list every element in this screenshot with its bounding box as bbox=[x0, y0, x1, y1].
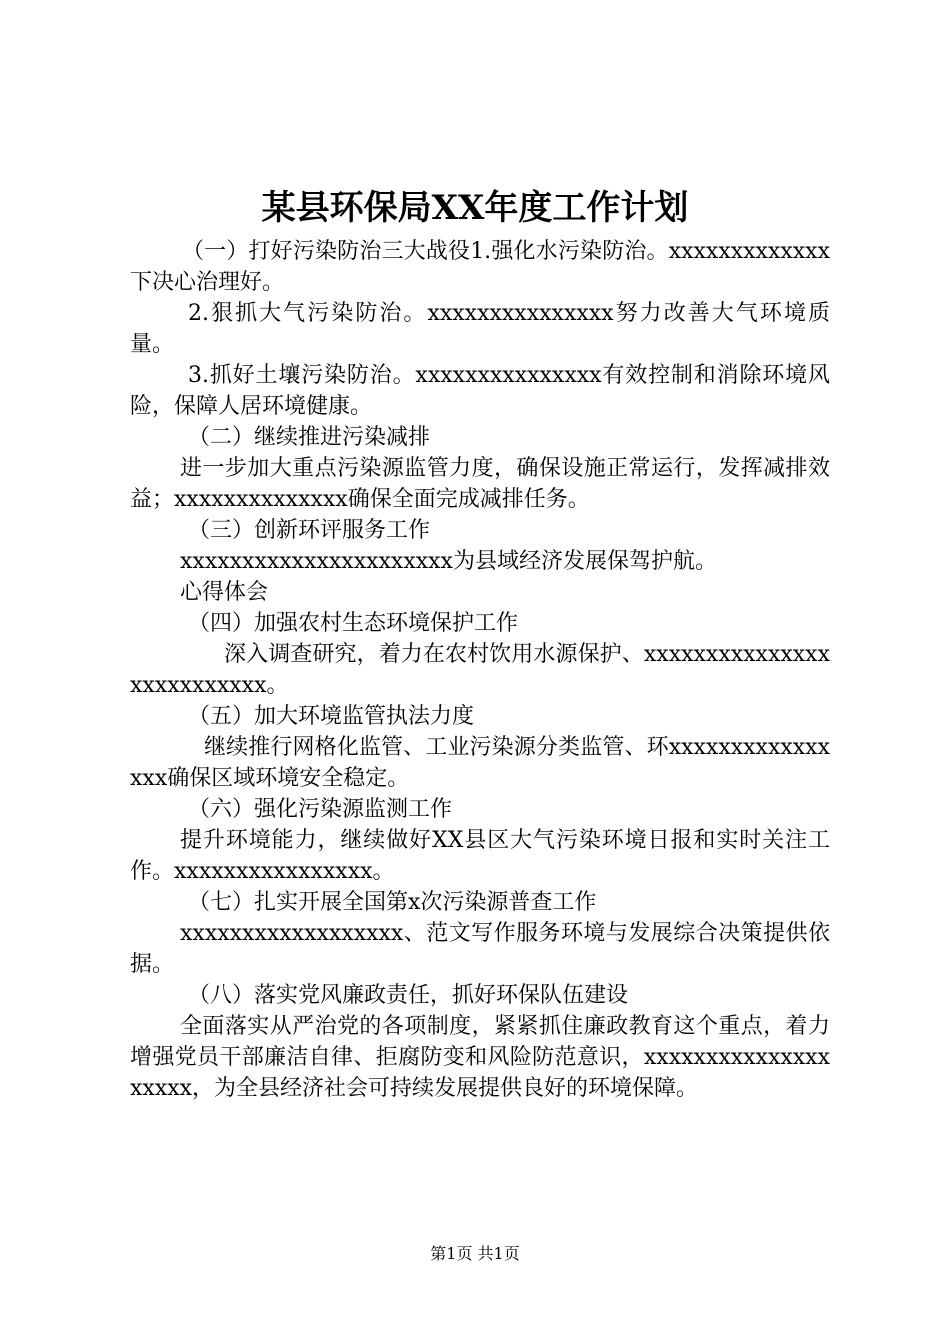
heading-section-7: （七）扎实开展全国第x次污染源普查工作 bbox=[188, 890, 597, 915]
paragraph-census: xxxxxxxxxxxxxxxxxx、范文写作服务环境与发展综合决策提供依据。 bbox=[130, 921, 830, 977]
paragraph-air-pollution: 2.狠抓大气污染防治。xxxxxxxxxxxxxxx努力改善大气环境质量。 bbox=[130, 301, 830, 357]
heading-section-6: （六）强化污染源监测工作 bbox=[188, 797, 453, 822]
paragraph-enforcement: 继续推行网格化监管、工业污染源分类监管、环xxxxxxxxxxxxxxxx确保区域环境安全稳定。 bbox=[130, 735, 830, 791]
paragraph-rural-ecology: 深入调查研究，着力在农村饮用水源保护、xxxxxxxxxxxxxxxxxxxxxxxxxx。 bbox=[130, 642, 830, 698]
heading-section-3: （三）创新环评服务工作 bbox=[188, 518, 431, 543]
paragraph-section-1: （一）打好污染防治三大战役1.强化水污染防治。xxxxxxxxxxxxx下决心治理好。 bbox=[130, 239, 830, 295]
paragraph-eia-service: xxxxxxxxxxxxxxxxxxxxxx为县域经济发展保驾护航。 bbox=[180, 549, 717, 574]
document-body bbox=[130, 236, 830, 1104]
document-title: 某县环保局XX年度工作计划 bbox=[261, 188, 689, 228]
paragraph-insight: 心得体会 bbox=[180, 580, 269, 605]
paragraph-emission-reduction: 进一步加大重点污染源监管力度，确保设施正常运行，发挥减排效益；xxxxxxxxxxxxxx确保全面完成减排任务。 bbox=[130, 456, 830, 512]
heading-section-8: （八）落实党风廉政责任，抓好环保队伍建设 bbox=[188, 983, 629, 1008]
heading-section-2: （二）继续推进污染减排 bbox=[188, 425, 431, 450]
paragraph-monitoring: 提升环境能力，继续做好XX县区大气污染环境日报和实时关注工作。xxxxxxxxxxxxxxxx。 bbox=[130, 828, 830, 884]
paragraph-soil-pollution: 3.抓好土壤污染防治。xxxxxxxxxxxxxxx有效控制和消除环境风险，保障人居环境健康。 bbox=[130, 363, 830, 419]
heading-section-5: （五）加大环境监管执法力度 bbox=[188, 704, 475, 729]
heading-section-4: （四）加强农村生态环境保护工作 bbox=[188, 611, 519, 636]
page-footer: 第1页 共1页 bbox=[430, 1244, 520, 1263]
paragraph-party-discipline: 全面落实从严治党的各项制度，紧紧抓住廉政教育这个重点，着力增强党员干部廉洁自律、拒腐防变和风险防范意识，xxxxxxxxxxxxxxxxxxxx，为全县经济社会可持续发展提供良好的环境保障。 bbox=[130, 1014, 830, 1101]
